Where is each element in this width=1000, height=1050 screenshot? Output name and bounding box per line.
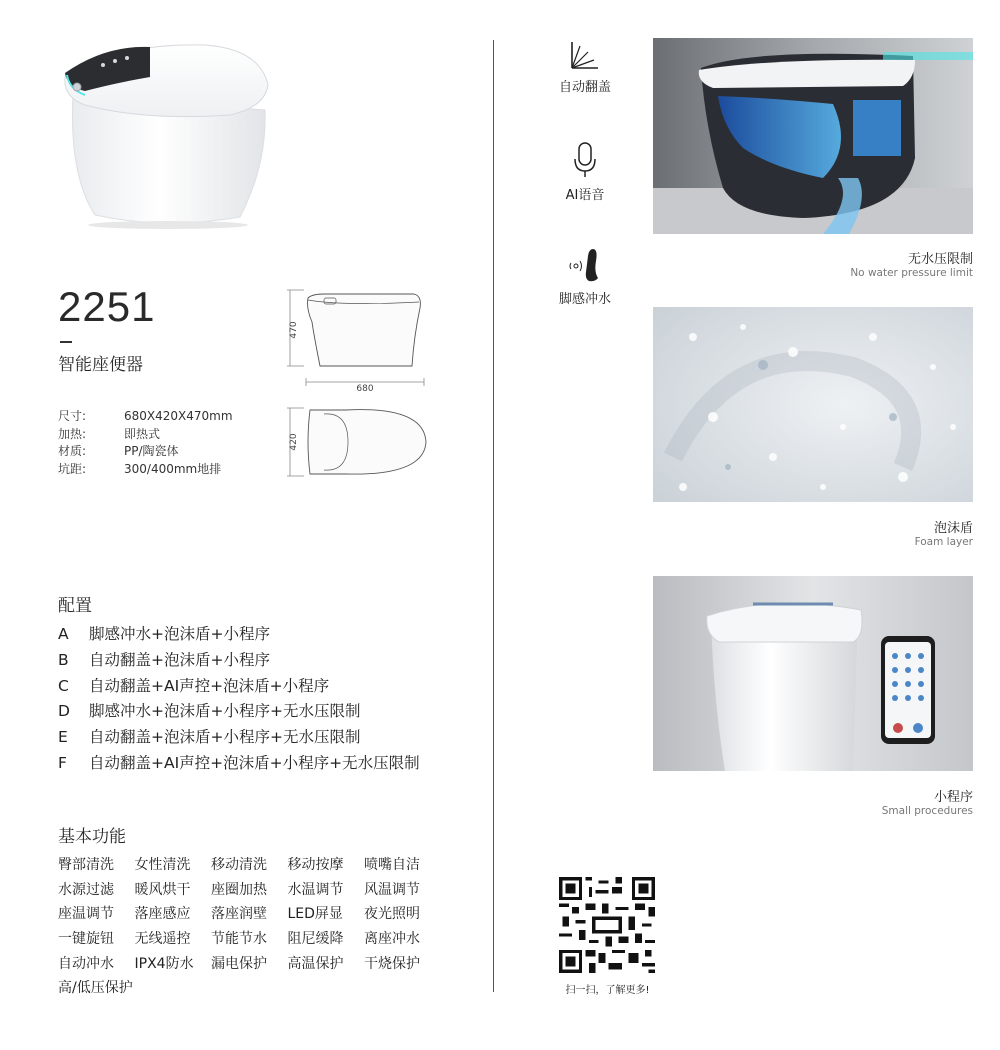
config-list [58, 622, 420, 777]
functions-row [58, 927, 478, 952]
feature-foot-flush [540, 246, 630, 307]
spec-value: PP/陶瓷体 [124, 444, 179, 458]
function-item: 自动冲水 [58, 955, 114, 972]
config-text: 自动翻盖+AI声控+泡沫盾+小程序+无水压限制 [89, 753, 420, 772]
photo-caption: 泡沫盾 [933, 521, 973, 536]
config-key: C [58, 676, 69, 695]
photo-caption-en: Small procedures [881, 805, 973, 817]
function-item: 无线遥控 [134, 931, 191, 948]
spec-row [58, 443, 233, 461]
spec-list [58, 408, 233, 478]
function-item: 移动按摩 [287, 857, 344, 873]
function-item: 落座感应 [134, 906, 191, 923]
function-item: 风温调节 [364, 881, 420, 898]
config-key: A [58, 625, 69, 643]
functions-row [58, 952, 478, 977]
spec-value: 即热式 [124, 426, 161, 441]
spec-value: 300/400mm地排 [124, 461, 222, 476]
model-number: 2251 [58, 283, 156, 330]
function-item: 一键旋钮 [58, 931, 114, 948]
config-item [58, 751, 420, 777]
function-item: 节能节水 [211, 931, 267, 948]
title-dash [60, 341, 72, 343]
feature-label: AI语音 [565, 188, 605, 203]
spec-label: 材质: [58, 444, 87, 458]
config-item [58, 674, 420, 700]
qr-caption: 扫一扫，了解更多! [565, 985, 650, 996]
mini-program-photo [653, 576, 973, 771]
feature-ai-voice [540, 140, 630, 203]
function-item: 座圈加热 [211, 881, 267, 898]
function-item: 高/低压保护 [58, 980, 133, 997]
config-text: 自动翻盖+泡沫盾+小程序 [89, 650, 270, 669]
auto-flip-lid-icon [568, 38, 602, 72]
width-dimension: 420 [289, 433, 299, 451]
feature-label: 脚感冲水 [558, 292, 611, 307]
config-text: 脚感冲水+泡沫盾+小程序+无水压限制 [89, 702, 361, 721]
config-text: 自动翻盖+泡沫盾+小程序+无水压限制 [89, 728, 361, 747]
function-item: LED屏显 [287, 906, 343, 923]
function-item: 高温保护 [287, 955, 344, 972]
photo-caption: 小程序 [933, 790, 973, 805]
photo-caption-en: No water pressure limit [850, 267, 973, 279]
function-item: 夜光照明 [364, 906, 420, 923]
functions-row [58, 878, 478, 903]
config-key: D [58, 702, 70, 721]
function-item: 离座冲水 [364, 931, 420, 948]
config-item [58, 622, 420, 648]
dimension-diagram [284, 286, 444, 486]
feature-auto-flip [540, 38, 630, 95]
functions-row [58, 902, 478, 927]
config-item [58, 699, 420, 725]
config-key: E [58, 728, 68, 747]
config-key: F [58, 753, 67, 772]
spec-label: 加热: [58, 426, 87, 441]
spec-row [58, 426, 233, 444]
spec-label: 尺寸: [58, 409, 87, 423]
spec-row [58, 408, 233, 426]
function-item: 干烧保护 [364, 955, 420, 972]
config-item [58, 725, 420, 751]
config-item [58, 648, 420, 674]
spec-value: 680X420X470mm [124, 409, 233, 423]
flush-cutaway-photo [653, 38, 973, 234]
photo-caption-en: Foam layer [914, 536, 973, 548]
spec-row [58, 461, 233, 479]
height-dimension: 470 [289, 321, 299, 339]
functions-row [58, 976, 478, 1001]
qr-code[interactable] [559, 877, 655, 973]
function-item: 落座润壁 [211, 906, 267, 923]
function-item: 水源过滤 [58, 881, 114, 898]
toilet-product-image [55, 25, 285, 230]
function-item: 漏电保护 [211, 955, 267, 972]
function-item: 臀部清洗 [58, 857, 114, 873]
function-item: 座温调节 [58, 906, 114, 923]
function-item: 水温调节 [287, 881, 344, 898]
config-text: 自动翻盖+AI声控+泡沫盾+小程序 [89, 676, 330, 695]
function-item: 阻尼缓降 [287, 931, 344, 948]
function-item: IPX4防水 [134, 955, 194, 972]
functions-row [58, 853, 478, 878]
config-title: 配置 [58, 596, 92, 616]
foot-sensor-icon [565, 246, 605, 284]
functions-title: 基本功能 [58, 827, 126, 847]
length-dimension: 680 [356, 384, 374, 394]
product-name: 智能座便器 [58, 355, 143, 375]
function-item: 喷嘴自洁 [364, 857, 420, 873]
function-item: 移动清洗 [211, 857, 267, 873]
photo-caption: 无水压限制 [907, 252, 973, 267]
function-item: 女性清洗 [134, 857, 191, 873]
spec-label: 坑距: [58, 461, 87, 476]
function-item: 暖风烘干 [134, 881, 191, 898]
feature-label: 自动翻盖 [558, 80, 611, 95]
functions-grid [58, 853, 478, 1001]
column-divider [493, 40, 494, 992]
microphone-icon [568, 140, 602, 180]
config-key: B [58, 650, 69, 669]
config-text: 脚感冲水+泡沫盾+小程序 [89, 625, 270, 643]
foam-layer-photo [653, 307, 973, 502]
